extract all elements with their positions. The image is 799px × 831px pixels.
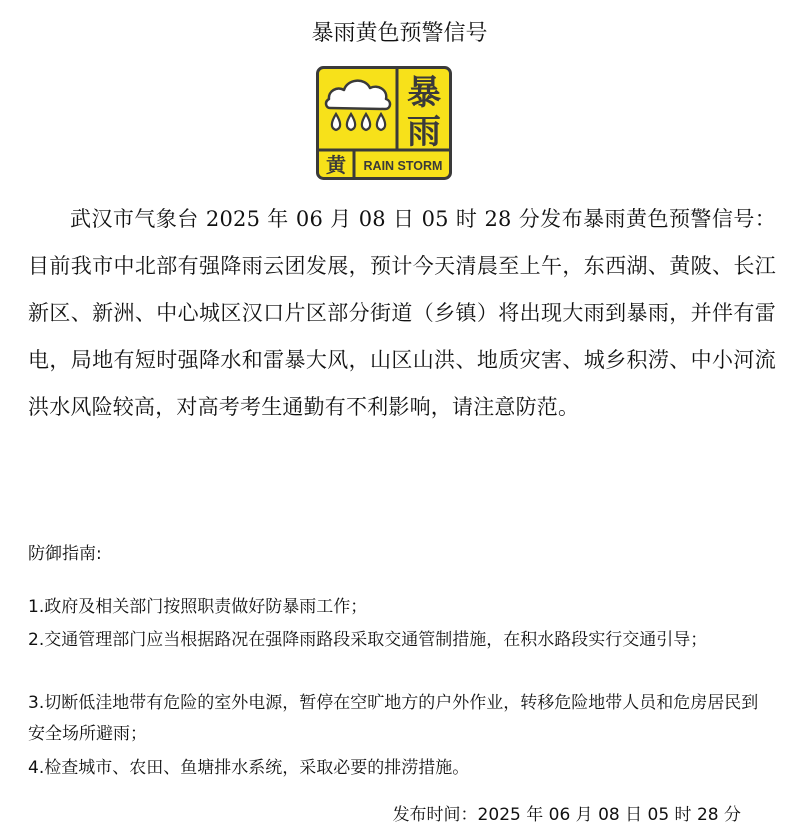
page-title: 暴雨黄色预警信号 bbox=[311, 21, 488, 46]
warning-body-text: 武汉市气象台 2025 年 06 月 08 日 05 时 28 分发布暴雨黄色预警信号：目前我市中北部有强降雨云团发展，预计今天清晨至上午，东西湖、黄陂、长江新区、新洲、中心城区汉口片区部分街道（乡镇）将出现大雨到暴雨，并伴有雷电，局地有短时强降水和雷暴大风，山区山洪、地质灾害、城乡积涝、中小河流洪水风险较高，对高考考生通勤有不利影响，请注意防范。 bbox=[28, 207, 776, 419]
guide-item: 1.政府及相关部门按照职责做好防暴雨工作； bbox=[28, 597, 368, 617]
signal-level-char: 黄 bbox=[326, 153, 346, 177]
guide-heading: 防御指南: bbox=[28, 544, 102, 564]
guide-item: 2.交通管理部门应当根据路况在强降雨路段采取交通管制措施，在积水路段实行交通引导； bbox=[28, 630, 708, 650]
rainstorm-yellow-signal-icon bbox=[316, 66, 452, 180]
signal-char-yu: 雨 bbox=[407, 112, 441, 152]
signal-char-bao: 暴 bbox=[407, 73, 441, 113]
guide-item: 3.切断低洼地带有危险的室外电源，暂停在空旷地方的户外作业，转移危险地带人员和危房居民到安全场所避雨； bbox=[28, 693, 759, 744]
guide-item: 4.检查城市、农田、鱼塘排水系统，采取必要的排涝措施。 bbox=[28, 758, 470, 778]
signal-english-label: RAIN STORM bbox=[363, 159, 443, 173]
publish-time: 发布时间：2025 年 06 月 08 日 05 时 28 分 bbox=[392, 805, 741, 825]
